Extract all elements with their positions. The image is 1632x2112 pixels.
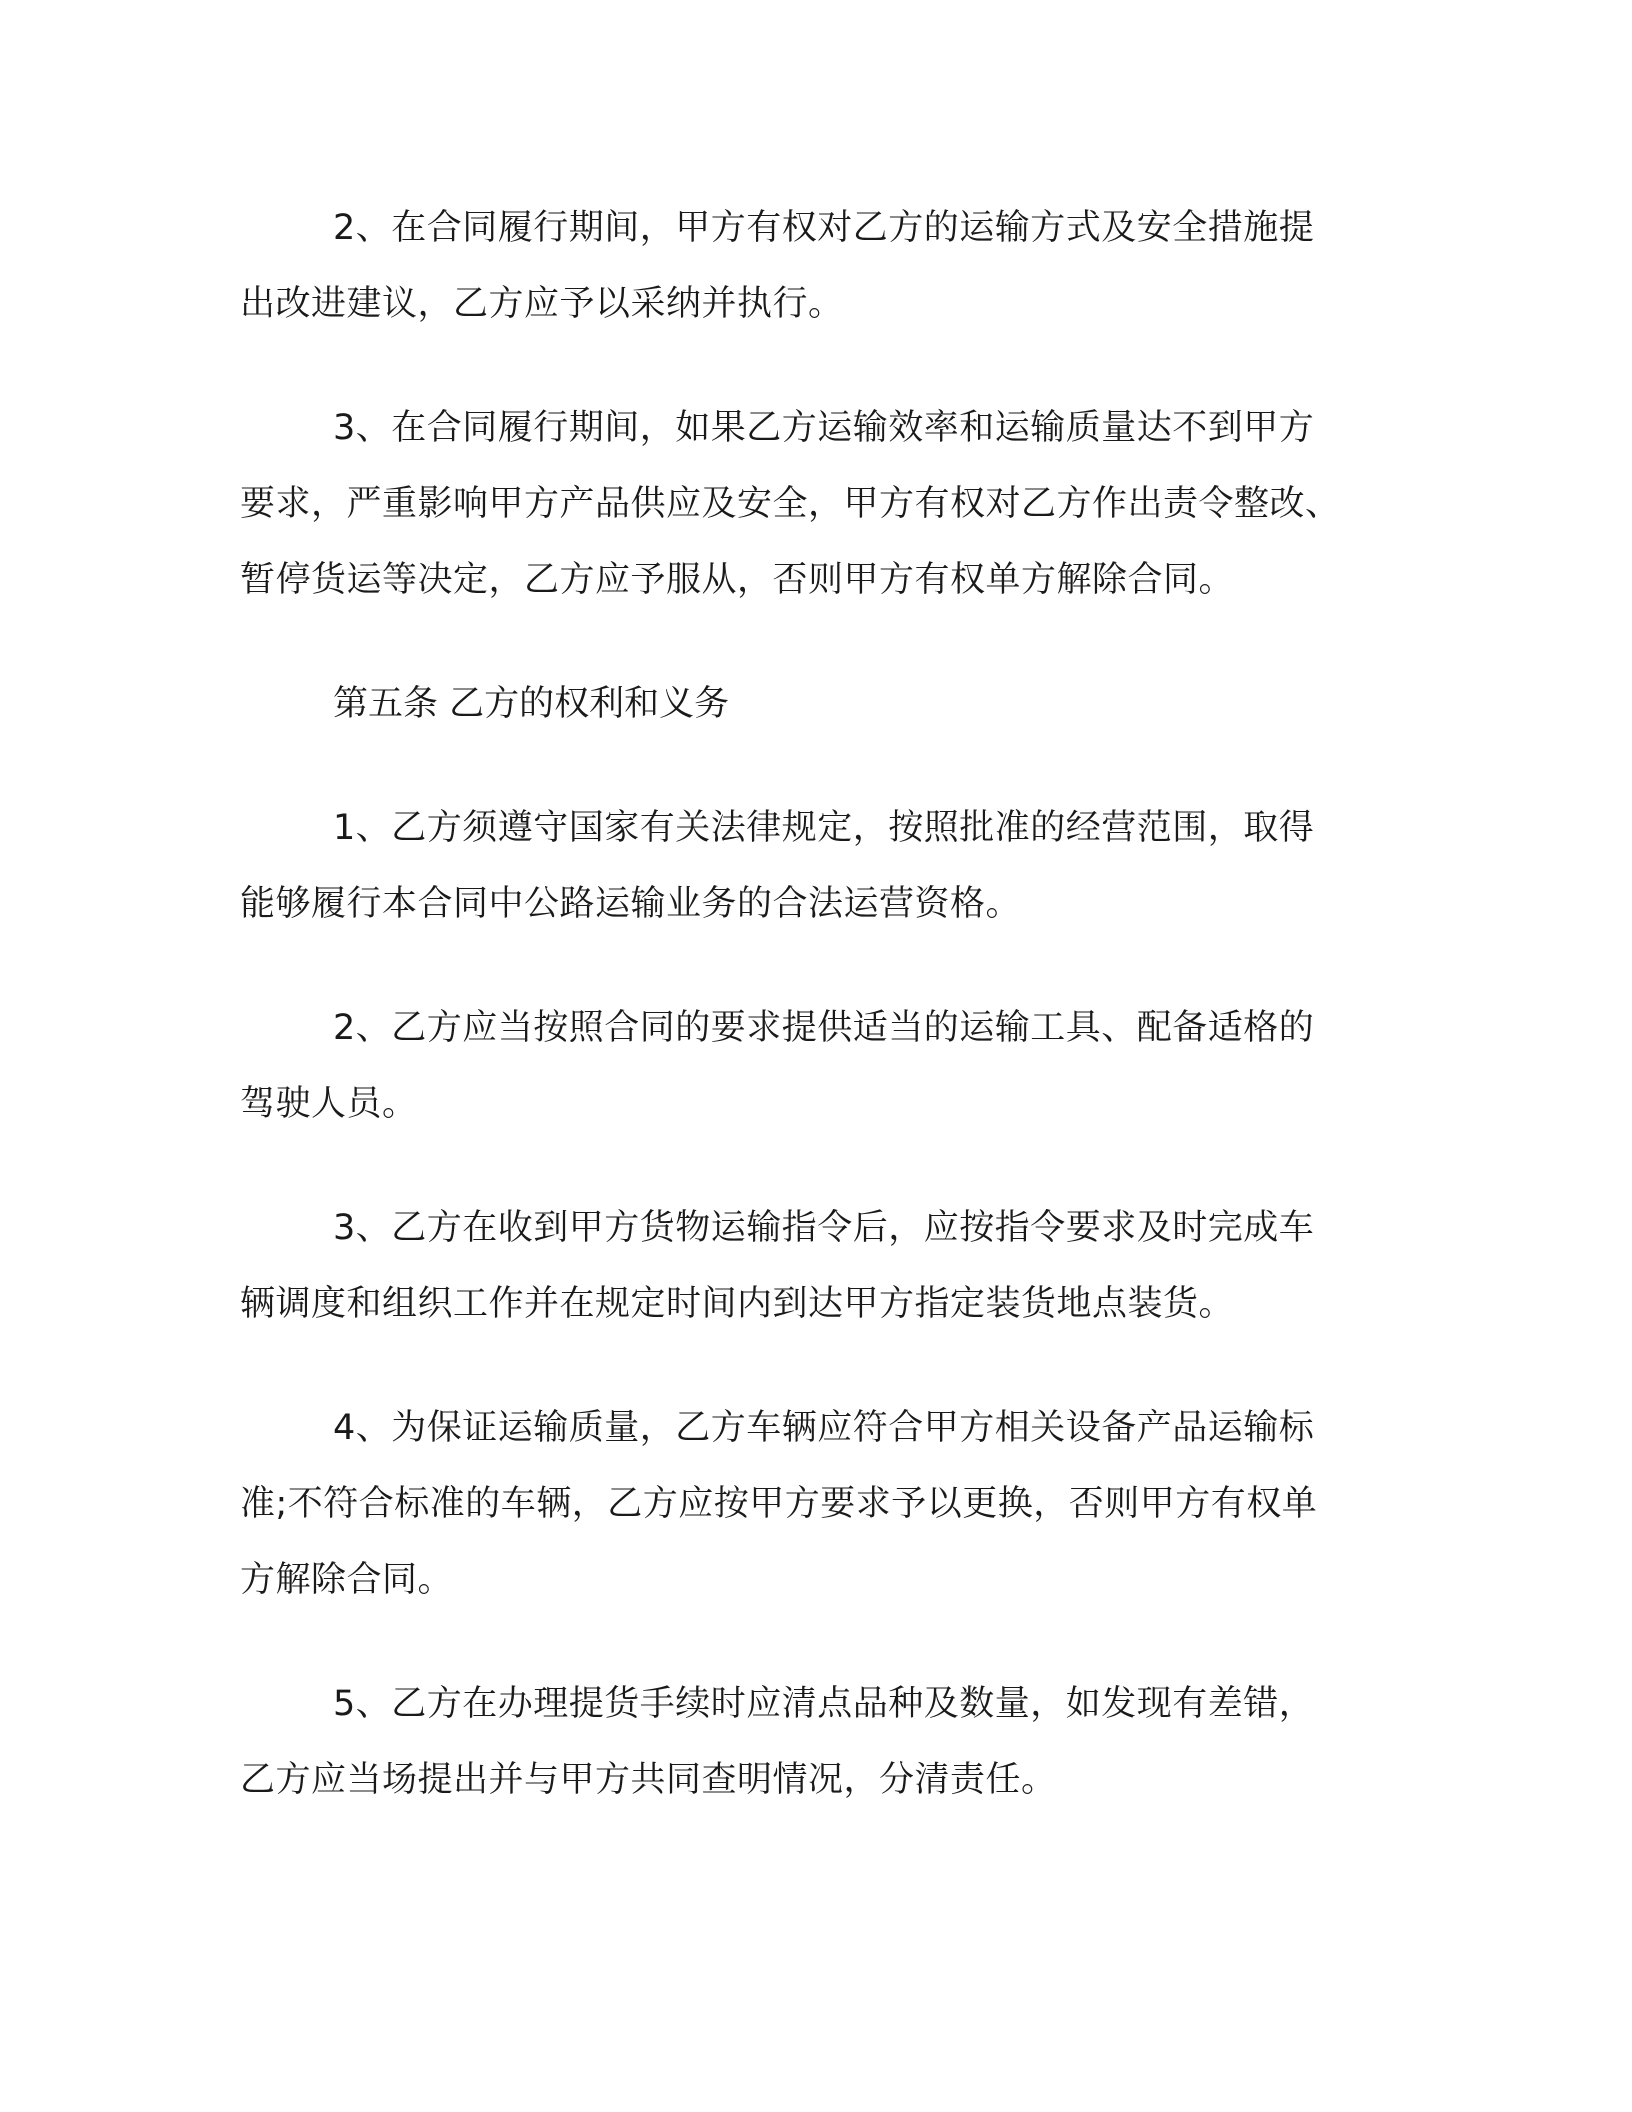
heading-text: 第五条 乙方的权利和义务: [333, 684, 730, 724]
clause-4-item-3: [240, 390, 1380, 618]
text-line: 辆调度和组织工作并在规定时间内到达甲方指定装货地点装货。: [240, 1284, 1235, 1324]
clause-4-item-2: [240, 190, 1380, 342]
text-line: 2、乙方应当按照合同的要求提供适当的运输工具、配备适格的: [333, 1008, 1315, 1048]
text-line: 驾驶人员。: [240, 1084, 418, 1124]
clause-5-item-4: [240, 1390, 1380, 1618]
text-line: 乙方应当场提出并与甲方共同查明情况，分清责任。: [240, 1760, 1057, 1800]
text-line: 出改进建议，乙方应予以采纳并执行。: [240, 284, 844, 324]
text-line: 5、乙方在办理提货手续时应清点品种及数量，如发现有差错，: [333, 1684, 1315, 1724]
text-line: 能够履行本合同中公路运输业务的合法运营资格。: [240, 884, 1022, 924]
text-line: 方解除合同。: [240, 1560, 454, 1600]
text-line: 要求，严重影响甲方产品供应及安全，甲方有权对乙方作出责令整改、: [240, 484, 1341, 524]
text-line: 暂停货运等决定，乙方应予服从，否则甲方有权单方解除合同。: [240, 560, 1235, 600]
text-line: 3、乙方在收到甲方货物运输指令后，应按指令要求及时完成车: [333, 1208, 1315, 1248]
text-line: 2、在合同履行期间，甲方有权对乙方的运输方式及安全措施提: [333, 208, 1315, 248]
text-line: 准;不符合标准的车辆，乙方应按甲方要求予以更换，否则甲方有权单: [240, 1484, 1318, 1524]
document-body: [240, 190, 1380, 1866]
clause-5-item-3: [240, 1190, 1380, 1342]
text-line: 3、在合同履行期间，如果乙方运输效率和运输质量达不到甲方: [333, 408, 1315, 448]
clause-5-item-5: [240, 1666, 1380, 1818]
text-line: 1、乙方须遵守国家有关法律规定，按照批准的经营范围，取得: [333, 808, 1315, 848]
text-line: 4、为保证运输质量，乙方车辆应符合甲方相关设备产品运输标: [333, 1408, 1315, 1448]
clause-5-heading: [240, 666, 1380, 742]
clause-5-item-1: [240, 790, 1380, 942]
clause-5-item-2: [240, 990, 1380, 1142]
